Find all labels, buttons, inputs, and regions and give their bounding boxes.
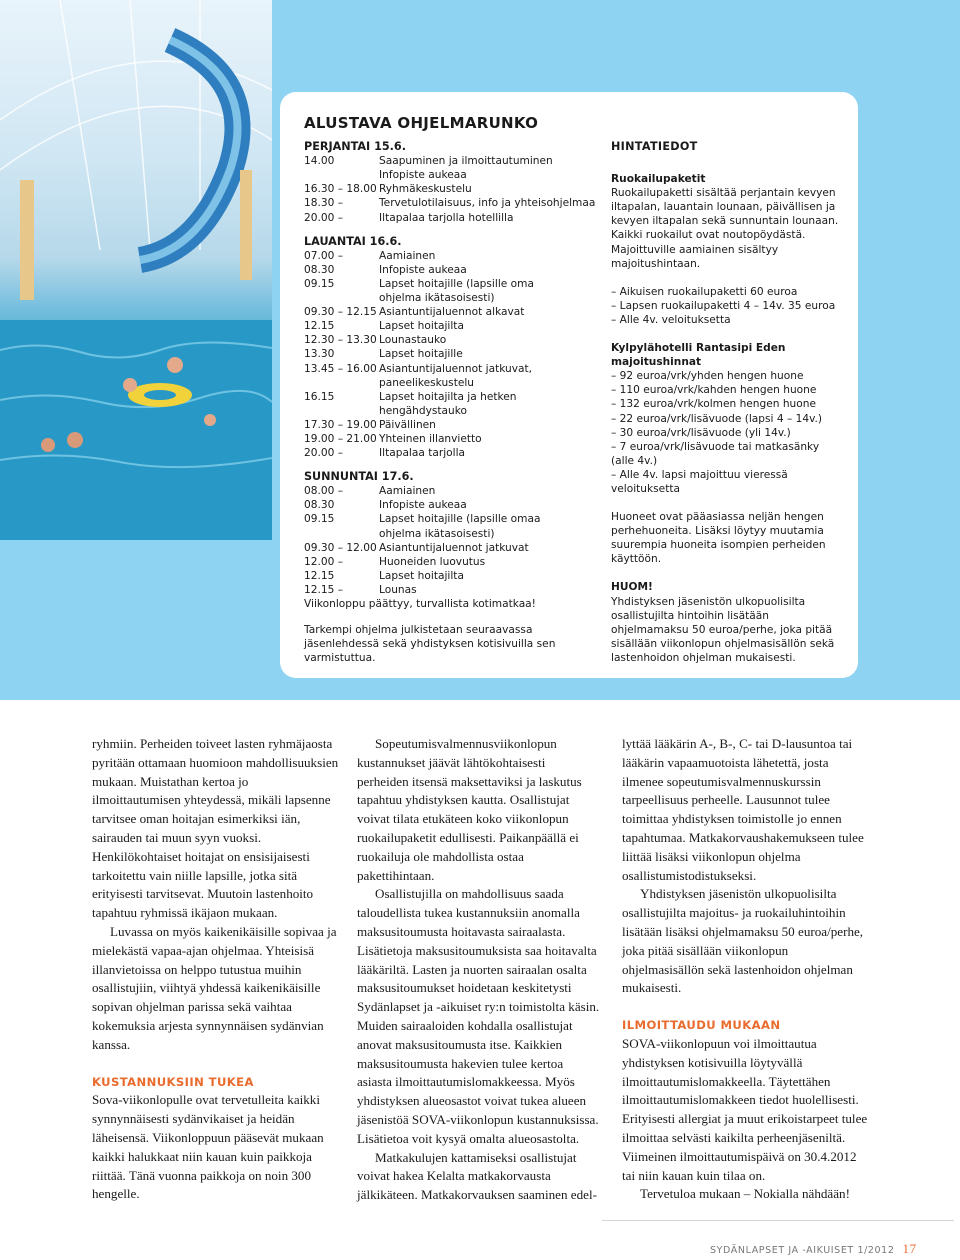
meals-text: Ruokailupaketti sisältää perjantain kevyen iltapalan, lauantain lounaan, päivällisen ja kevyen iltapalan sekä sunnuntain lounaan. Kaikki ruokailut ovat noutopöydästä. Majoittuville aamiainen sisältyy majoitushintaan. <box>611 187 839 270</box>
schedule-row: ohjelma ikätasoisesti) <box>379 292 495 305</box>
schedule-row: 19.00 – 21.00 Yhteinen illanvietto <box>304 432 482 445</box>
schedule-row: 16.30 – 18.00 Ryhmäkeskustelu <box>304 183 472 196</box>
schedule <box>304 116 604 665</box>
paragraph: Yhdistyksen jäsenistön ulkopuolisilta osallistujilta majoitus- ja ruokailuhintoihin lisätään lisäksi ohjelmamaksu 50 euroa/perhe, joka pitää sisällään viikonlopun ohjelmasisällön sekä lastenhoidon ohjelman mukaisesti. <box>622 886 864 996</box>
schedule-row: ohjelma ikätasoisesti) <box>379 527 495 540</box>
day-heading: LAUANTAI 16.6. <box>304 234 402 248</box>
day-heading: SUNNUNTAI 17.6. <box>304 470 414 484</box>
schedule-row: 12.15 Lapset hoitajilta <box>304 320 464 333</box>
meals-title: Ruokailupaketit <box>611 173 706 186</box>
hotel-price: – 22 euroa/vrk/lisävuode (lapsi 4 – 14v.) <box>611 412 823 425</box>
paragraph: Matkakulujen kattamiseksi osallistujat voivat hakea Kelalta matkakorvausta jälkikäteen. Matkakorvauksen saaminen edel- <box>357 1149 597 1203</box>
schedule-row: 07.00 – Aamiainen <box>304 249 436 262</box>
huom-title: HUOM! <box>611 581 653 594</box>
hotel-price: – 7 euroa/vrk/lisävuode tai matkasänky (alle 4v.) <box>611 440 820 467</box>
paragraph: Sova-viikonlopulle ovat tervetulleita kaikki synnynnäisesti sydänvikaiset ja heidän läheisensä. Viikonloppuun pääsevät mukaan kaikki halukkaat niin kauan kuin paikkoja riittää. Tänä vuonna paikkoja on noin 300 hengelle. <box>92 1092 324 1202</box>
footer-rule <box>602 1220 954 1221</box>
hotel-price: – 92 euroa/vrk/yhden hengen huone <box>611 370 804 383</box>
schedule-row: hengähdystauko <box>379 404 467 417</box>
pool-photo <box>0 0 272 540</box>
magazine-name: SYDÄNLAPSET JA -AIKUISET 1/2012 <box>710 1245 895 1256</box>
paragraph: Sopeutumisvalmennusviikonlopun kustannukset jäävät lähtökohtaisesti perheiden itsensä maksettaviksi ja laskutus tapahtuu yhdistyksen kautta. Osallistujat voivat tilata etukäteen koko viikonlopun ruokailupaketit edullisesti. Paikanpäällä ei ruokailuja ole mahdollista ostaa pakettihintaan. <box>357 736 582 883</box>
schedule-row: 09.15 Lapset hoitajille (lapsille oma <box>304 277 534 290</box>
paragraph: SOVA-viikonlopuun voi ilmoittautua yhdistyksen kotisivuilla löytyvällä ilmoittautumislomakkeella. Täytettähen ilmoittautumislomakkeen tiedot huolellisesti. Erityisesti allergiat ja muut erikoistarpeet tulee ilmoittaa selvästi kaikilta perheenjäseniltä. Viimeinen ilmoittautumispäivä on 30.4.2012 tai niin kauan kuin tilaa on. <box>622 1035 868 1183</box>
paragraph: Luvassa on myös kaikenikäisille sopivaa ja mielekästä vapaa-ajan ohjelmaa. Yhteisisä illanvietoissa on helppo tutustua muihin osallistujiin, viihtyä yhdessä kaikenikäisille sopivan ohjelman parissa sekä vaihtaa kokemuksia arjesta synnynnäisen sydänvian kanssa. <box>92 923 337 1052</box>
schedule-row: 08.00 – Aamiainen <box>304 485 436 498</box>
schedule-title: ALUSTAVA OHJELMARUNKO <box>304 114 539 132</box>
schedule-row: 09.30 – 12.15 Asiantuntijaluennot alkavat <box>304 306 525 319</box>
paragraph: lyttää lääkärin A-, B-, C- tai D-lausuntoa tai lääkärin vapaamuotoista lähetettä, josta ilmenee sopeutumisvalmennuskurssin tarpeellisuus perheelle. Lausunnot tulee toimittaa yhdistyksen toimistolle jo ennen tapahtumaa. Matkakorvaushakemukseen tulee liittää lisäksi viikonlopun ohjelma osallistumistodistukseksi. <box>622 736 864 883</box>
pricing <box>611 140 841 665</box>
schedule-row: 09.30 – 12.00 Asiantuntijaluennot jatkuvat <box>304 541 529 554</box>
hotel-price: – 30 euroa/vrk/lisävuode (yli 14v.) <box>611 426 791 439</box>
pricing-title: HINTATIEDOT <box>611 140 698 153</box>
schedule-row: 12.00 – Huoneiden luovutus <box>304 555 486 568</box>
meal-price: – Aikuisen ruokailupaketti 60 euroa <box>611 285 798 298</box>
hotel-price: – 132 euroa/vrk/kolmen hengen huone <box>611 398 816 411</box>
huom-text: Yhdistyksen jäsenistön ulkopuolisilta osallistujilta hintoihin lisätään ohjelmamaksu 50 euroa/perhe, joka pitää sisällään viikonlopun ohjelmasisällön sekä lastenhoidon ohjelman mukaisesti. <box>611 595 835 664</box>
schedule-row: 08.30 Infopiste aukeaa <box>304 263 467 276</box>
schedule-row: 12.15 Lapset hoitajilta <box>304 569 464 582</box>
schedule-note: Tarkempi ohjelma julkistetaan seuraavassa jäsenlehdessä sekä yhdistyksen kotisivuilla sen varmistuttua. <box>304 624 556 665</box>
schedule-row: 09.15 Lapset hoitajille (lapsille omaa <box>304 513 541 526</box>
page-footer <box>710 1241 917 1257</box>
schedule-row: 14.00 Saapuminen ja ilmoittautuminen <box>304 155 553 168</box>
day-heading: PERJANTAI 15.6. <box>304 140 406 154</box>
schedule-row: 17.30 – 19.00 Päivällinen <box>304 418 436 431</box>
schedule-row: 12.30 – 13.30 Lounastauko <box>304 334 447 347</box>
section-heading: KUSTANNUKSIIN TUKEA <box>92 1074 254 1089</box>
hotel-price: – 110 euroa/vrk/kahden hengen huone <box>611 384 817 397</box>
paragraph: Tervetuloa mukaan – Nokialla nähdään! <box>640 1186 850 1202</box>
schedule-row: 12.15 – Lounas <box>304 583 417 596</box>
schedule-end-line: Viikonloppu päättyy, turvallista kotimatkaa! <box>304 598 536 610</box>
schedule-row: 08.30 Infopiste aukeaa <box>304 499 467 512</box>
article-column-2 <box>357 735 600 1205</box>
schedule-row: 16.15 Lapset hoitajilta ja hetken <box>304 390 517 403</box>
rooms-text: Huoneet ovat pääasiassa neljän hengen perhehuoneita. Lisäksi löytyy muutamia suurempia huoneita isompien perheiden käyttöön. <box>611 511 826 566</box>
schedule-row: paneelikeskustelu <box>379 376 475 389</box>
schedule-row: 13.45 – 16.00 Asiantuntijaluennot jatkuvat, <box>304 362 533 375</box>
meal-price: – Alle 4v. veloituksetta <box>611 313 731 326</box>
schedule-row: Infopiste aukeaa <box>379 169 467 182</box>
meal-price: – Lapsen ruokailupaketti 4 – 14v. 35 euroa <box>611 299 836 312</box>
schedule-row: 20.00 – Iltapalaa tarjolla <box>304 447 466 460</box>
section-heading: ILMOITTAUDU MUKAAN <box>622 1018 781 1033</box>
paragraph: ryhmiin. Perheiden toiveet lasten ryhmäjaosta pyritään ottamaan huomioon mahdollisuuksien mukaan. Muistathan kertoa jo ilmoittautumisen yhteydessä, mikäli lapsenne tarvitsee oman hoitajan esimerkiksi iän, sairauden tai muun syyn vuoksi. Henkilökohtaiset hoitajat on ensisijaisesti tarkoitettu vain niille lapsille, jotka sitä erityisesti tarvitsevat. Muutoin lastenhoito tapahtuu ryhmissä ikäjaon mukaan. <box>92 736 339 921</box>
schedule-row: 13.30 Lapset hoitajille <box>304 348 463 361</box>
page-number: 17 <box>902 1241 917 1256</box>
hotel-price: – Alle 4v. lapsi majoittuu vieressä veloituksetta <box>611 468 788 495</box>
schedule-row: 20.00 – Iltapalaa tarjolla hotellilla <box>304 211 514 224</box>
article-column-3 <box>622 735 868 1204</box>
paragraph: Osallistujilla on mahdollisuus saada taloudellista tukea kustannuksiin anomalla maksusitoumusta hoitavasta sairaalasta. Lisätietoja maksusitoumuksista saa hoitavalta lääkäriltä. Lasten ja nuorten sairaalan osalta maksusitoumukset hoidetaan keskitetysti Sydänlapset ja -aikuiset ry:n toimistolta käsin. Muiden sairaaloiden kohdalla osallistujat anovat maksusitoumusta itse. Kaikkien maksusitoumusta hakevien tulee kertoa asiasta ilmoittautumislomakkeessa. Myös yhdistyksen alueosastot voivat tukea alueen jäsenistöä SOVA-viikonlopun kustannuksissa. Lisätietoa voit kysyä omalta alueosastolta. <box>357 886 600 1146</box>
hotel-title: Kylpylähotelli Rantasipi Eden majoitushinnat <box>611 342 786 369</box>
article-column-1 <box>92 735 339 1204</box>
schedule-row: 18.30 – Tervetulotilaisuus, info ja yhteisohjelmaa <box>304 197 596 210</box>
